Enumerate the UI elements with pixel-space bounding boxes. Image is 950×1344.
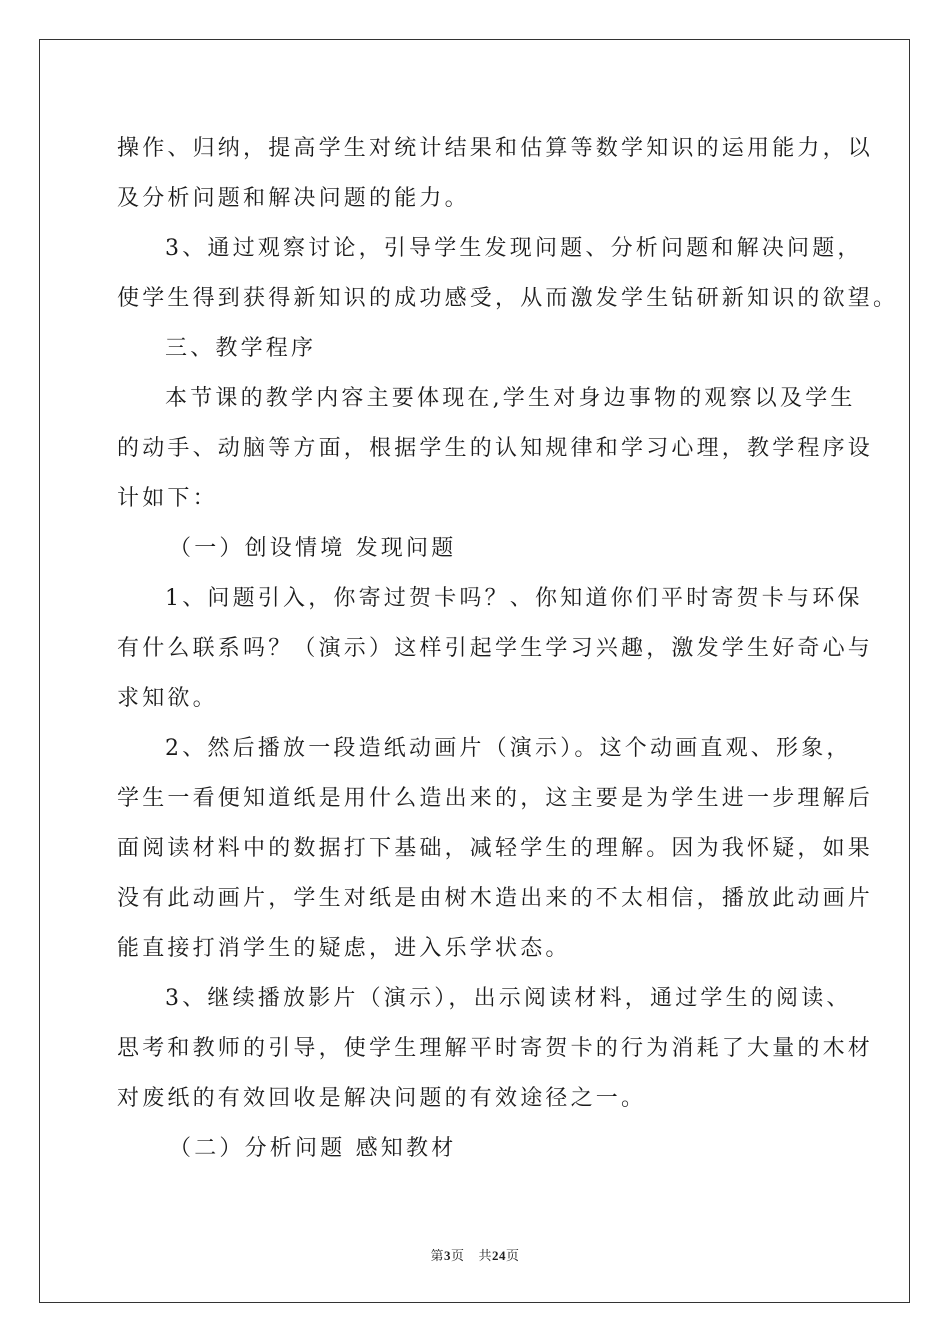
paragraph-line: 计如下： (117, 486, 218, 511)
page-number: 3 (444, 1248, 452, 1263)
footer-page-suffix: 页 (451, 1248, 465, 1263)
paragraph-line: 求知欲。 (117, 686, 218, 711)
paragraph-line: 思考和教师的引导，使学生理解平时寄贺卡的行为消耗了大量的木材 (117, 1036, 874, 1061)
subsection-heading: （二）分析问题 感知教材 (169, 1136, 457, 1161)
footer-total-prefix: 共 (478, 1248, 492, 1263)
paragraph-line: 没有此动画片，学生对纸是由树木造出来的不太相信，播放此动画片 (117, 886, 874, 911)
paragraph-line: 2、然后播放一段造纸动画片（演示）。这个动画直观、形象， (165, 736, 852, 761)
subsection-heading: （一）创设情境 发现问题 (169, 536, 457, 561)
paragraph-line: 学生一看便知道纸是用什么造出来的，这主要是为学生进一步理解后 (117, 786, 874, 811)
footer-total-suffix: 页 (505, 1248, 520, 1263)
paragraph-line: 能直接打消学生的疑虑，进入乐学状态。 (117, 936, 571, 961)
paragraph-line: 面阅读材料中的数据打下基础，减轻学生的理解。因为我怀疑，如果 (117, 836, 874, 861)
paragraph-line: 及分析问题和解决问题的能力。 (117, 186, 470, 211)
paragraph-line: 对废纸的有效回收是解决问题的有效途径之一。 (117, 1086, 647, 1111)
document-body (117, 124, 899, 1174)
footer-prefix: 第 (430, 1248, 445, 1263)
page-footer (0, 1245, 950, 1264)
paragraph-line: 使学生得到获得新知识的成功感受，从而激发学生钻研新知识的欲望。 (117, 286, 899, 311)
paragraph-line: 3、通过观察讨论，引导学生发现问题、分析问题和解决问题， (165, 236, 863, 261)
section-heading: 三、教学程序 (165, 336, 317, 361)
paragraph-line: 有什么联系吗？（演示）这样引起学生学习兴趣，激发学生好奇心与 (117, 636, 874, 661)
paragraph-line: 3、继续播放影片（演示），出示阅读材料，通过学生的阅读、 (165, 986, 852, 1011)
paragraph-line: 操作、归纳，提高学生对统计结果和估算等数学知识的运用能力，以 (117, 136, 874, 161)
paragraph-line: 1、问题引入，你寄过贺卡吗？、你知道你们平时寄贺卡与环保 (165, 586, 863, 611)
paragraph-line: 本节课的教学内容主要体现在,学生对身边事物的观察以及学生 (165, 386, 856, 411)
paragraph-line: 的动手、动脑等方面，根据学生的认知规律和学习心理，教学程序设 (117, 436, 874, 461)
total-pages: 24 (491, 1248, 506, 1263)
